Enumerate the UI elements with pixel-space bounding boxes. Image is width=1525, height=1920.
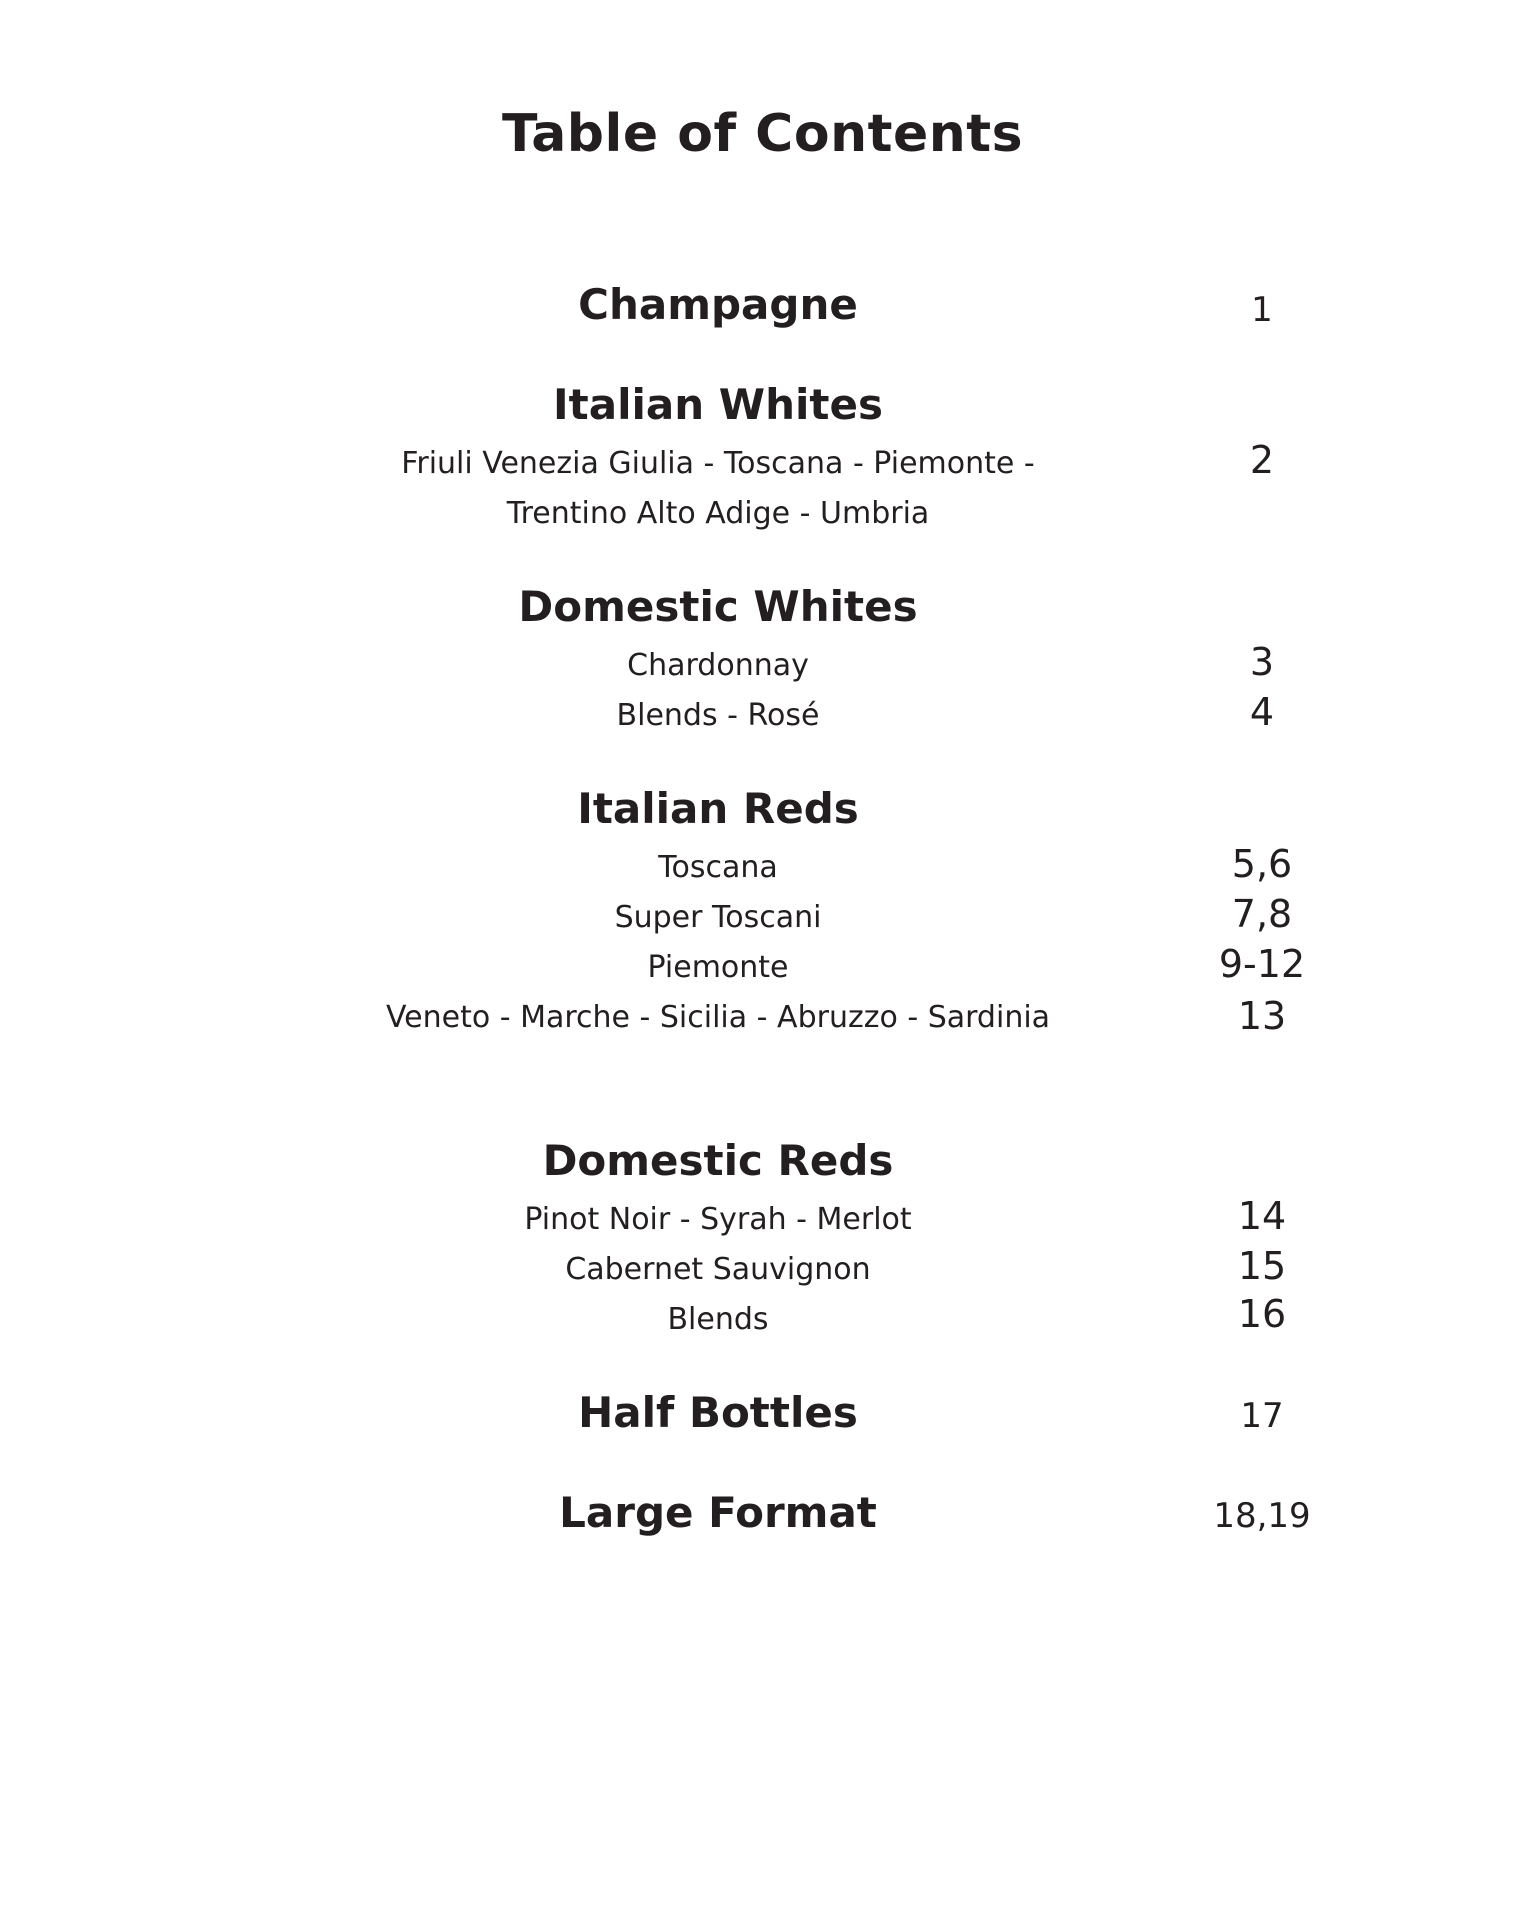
entry-label-other-italian-regions: Veneto - Marche - Sicilia - Abruzzo - Sardinia [385,1000,1051,1035]
page-number-super-toscani: 7,8 [1231,892,1293,936]
entry-label-domestic-blends: Blends [667,1302,769,1337]
section-heading-champagne: Champagne [578,280,858,329]
entry-label-cabernet-sauvignon: Cabernet Sauvignon [565,1252,871,1287]
page-number-piemonte: 9-12 [1218,942,1306,986]
section-heading-domestic-whites: Domestic Whites [518,582,918,631]
section-heading-domestic-reds: Domestic Reds [542,1136,894,1185]
italian-whites-regions-line1: Friuli Venezia Giulia - Toscana - Piemonte - [401,446,1035,481]
section-heading-half-bottles: Half Bottles [578,1388,858,1437]
page-number-cabernet-sauvignon: 15 [1237,1244,1287,1288]
page-number-pinot-syrah-merlot: 14 [1237,1194,1287,1238]
page-number-half-bottles: 17 [1240,1396,1284,1436]
entry-label-piemonte: Piemonte [647,950,789,985]
italian-whites-regions-line2: Trentino Alto Adige - Umbria [506,496,930,531]
entry-label-blends-rose: Blends - Rosé [616,698,820,733]
page-number-other-italian-regions: 13 [1237,994,1287,1038]
page-number-champagne: 1 [1251,290,1273,330]
page-number-chardonnay: 3 [1249,640,1275,684]
page-number-blends-rose: 4 [1249,690,1275,734]
section-heading-italian-reds: Italian Reds [577,784,859,833]
entry-label-pinot-syrah-merlot: Pinot Noir - Syrah - Merlot [524,1202,912,1237]
entry-label-super-toscani: Super Toscani [614,900,822,935]
section-heading-large-format: Large Format [559,1488,877,1537]
page-number-large-format: 18,19 [1213,1496,1311,1536]
entry-label-toscana: Toscana [658,850,778,885]
page-number-italian-whites: 2 [1249,438,1275,482]
page-title: Table of Contents [501,104,1024,164]
page-number-toscana: 5,6 [1231,842,1293,886]
entry-label-chardonnay: Chardonnay [627,648,809,683]
section-heading-italian-whites: Italian Whites [553,380,883,429]
page-number-domestic-blends: 16 [1237,1292,1287,1336]
